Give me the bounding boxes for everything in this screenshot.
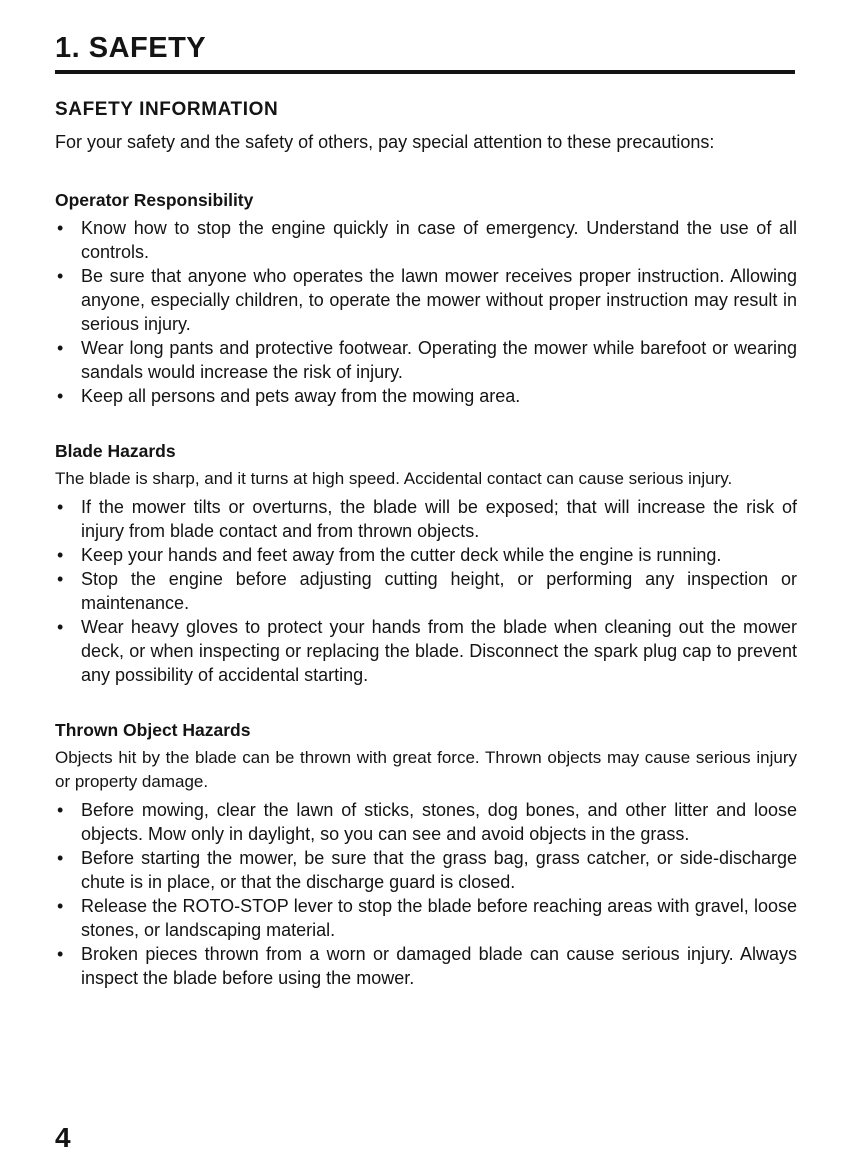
list-item-text: Release the ROTO-STOP lever to stop the blade before reaching areas with gravel, loose stones, or landscaping material.: [81, 896, 797, 940]
operator-list: [55, 216, 797, 408]
list-item-text: If the mower tilts or overturns, the blade will be exposed; that will increase the risk of injury from blade contact and from thrown objects.: [81, 497, 797, 541]
list-item-text: Before mowing, clear the lawn of sticks, stones, dog bones, and other litter and loose objects. Mow only in daylight, so you can see and avoid objects in the grass.: [81, 800, 797, 844]
list-item-text: Be sure that anyone who operates the lawn mower receives proper instruction. Allowing anyone, especially children, to operate the mower without proper instruction may result in serious injury.: [81, 266, 797, 334]
list-item: [55, 264, 797, 336]
blade-heading: Blade Hazards: [55, 441, 176, 461]
list-item-text: Know how to stop the engine quickly in case of emergency. Understand the use of all controls.: [81, 218, 797, 262]
page-number: 4: [55, 1122, 71, 1153]
bullet-icon: •: [57, 617, 64, 637]
section-intro: For your safety and the safety of others, pay special attention to these precautions:: [55, 132, 715, 152]
bullet-icon: •: [57, 386, 64, 406]
thrown-list: [55, 798, 797, 990]
bullet-icon: •: [57, 218, 64, 238]
list-item: [55, 543, 797, 567]
chapter-rule: [55, 70, 795, 74]
bullet-icon: •: [57, 848, 64, 868]
list-item-text: Stop the engine before adjusting cutting height, or performing any inspection or maintenance.: [81, 569, 797, 613]
list-item: [55, 798, 797, 846]
bullet-icon: •: [57, 896, 64, 916]
list-item: [55, 384, 797, 408]
thrown-heading: Thrown Object Hazards: [55, 720, 251, 740]
list-item: [55, 567, 797, 615]
blade-list: [55, 495, 797, 687]
list-item: [55, 615, 797, 687]
list-item: [55, 894, 797, 942]
chapter-title: 1. SAFETY: [55, 32, 207, 64]
page-content: [55, 96, 797, 990]
section-heading: SAFETY INFORMATION: [55, 99, 279, 120]
list-item: [55, 495, 797, 543]
bullet-icon: •: [57, 545, 64, 565]
bullet-icon: •: [57, 569, 64, 589]
thrown-intro: Objects hit by the blade can be thrown with great force. Thrown objects may cause serious injury or property damage.: [55, 748, 797, 791]
list-item-text: Wear heavy gloves to protect your hands from the blade when cleaning out the mower deck, or when inspecting or replacing the blade. Disconnect the spark plug cap to prevent any possibility of accidental starting.: [81, 617, 797, 685]
list-item: [55, 942, 797, 990]
list-item-text: Broken pieces thrown from a worn or damaged blade can cause serious injury. Always inspect the blade before using the mower.: [81, 944, 797, 988]
list-item-text: Keep all persons and pets away from the mowing area.: [81, 386, 521, 406]
operator-heading: Operator Responsibility: [55, 190, 254, 210]
bullet-icon: •: [57, 266, 64, 286]
bullet-icon: •: [57, 944, 64, 964]
blade-intro: The blade is sharp, and it turns at high speed. Accidental contact can cause serious injury.: [55, 469, 733, 488]
list-item: [55, 336, 797, 384]
list-item: [55, 846, 797, 894]
list-item-text: Wear long pants and protective footwear. Operating the mower while barefoot or wearing sandals would increase the risk of injury.: [81, 338, 797, 382]
bullet-icon: •: [57, 800, 64, 820]
list-item: [55, 216, 797, 264]
bullet-icon: •: [57, 497, 64, 517]
bullet-icon: •: [57, 338, 64, 358]
list-item-text: Before starting the mower, be sure that the grass bag, grass catcher, or side-discharge chute is in place, or that the discharge guard is closed.: [81, 848, 797, 892]
list-item-text: Keep your hands and feet away from the cutter deck while the engine is running.: [81, 545, 722, 565]
